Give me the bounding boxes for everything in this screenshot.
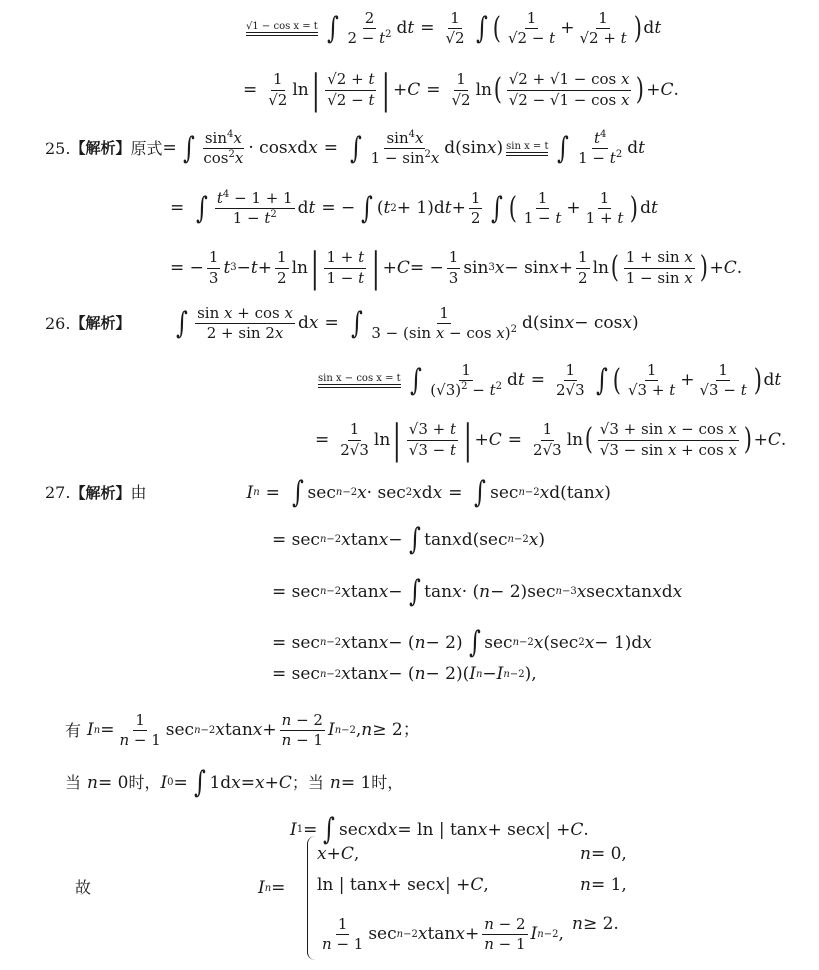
problem-27-line-5: = sec n−2 x tan x − ( n − 2)( I n − I n−2 ),	[272, 664, 537, 684]
problem-25-line-3: = − $\frac{1}{3}$ t 3 − t + $\frac{1}{2}$ ln | $\frac{1 + t}{1 - t}$ | + C = − $\frac{1}{3}$ sin 3 x − sin x + $\frac{1}{2}$ ln ( $\frac{\text{1 + sin x}}{\text{1 − sin x}}$ ) + C .	[170, 245, 743, 291]
gu-label: 故	[75, 878, 92, 897]
problem-27-line-3: = sec n−2 x tan x − ∫ tan x · ( n − 2)sec n−3 x sec x tan x d x	[272, 574, 683, 609]
item-number: 27.	[45, 483, 71, 502]
problem-26-line-2: sin x − cos x = t ∫ $\frac{1}{(√3)^2 - t^2}$ d t = $\frac{1}{2√3}$ ∫ ( $\frac{1}{√3 + t}$ + $\frac{1}{√3 - t}$ ) d t	[318, 361, 782, 400]
problem-26-line-1: 26. 【解析】 ∫ $\frac{\text{sin x + cos x}}{2 + \sin 2x}$ d x = ∫ $\frac{1}{3 - (\sin x - \cos x)^2}$ d(sin x − cos x )	[45, 304, 639, 343]
item-label: 【解析】	[70, 314, 131, 333]
problem-27-line-8: I 1 = ∫ sec x d x = ln | tan x + sec x | + C .	[290, 812, 589, 847]
problem-27-line-4: = sec n−2 x tan x − ( n − 2) ∫ sec n−2 x (sec 2 x − 1)d x	[272, 625, 652, 660]
problem-25-line-2: = ∫ $\frac{t^4 - 1 + 1}{1 - t^2}$ d t = − ∫ ( t 2 + 1)d t + $\frac{1}{2}$ ∫ ( $\frac{1}{1 - t}$ + $\frac{1}{1 + t}$ ) d t	[170, 189, 658, 228]
problem-27-line-7: 当 n = 0 时， I 0 = ∫ 1d x = x + C ；当 n = 1 时，	[65, 765, 404, 800]
item-number: 25.	[45, 138, 71, 158]
piecewise-case-1: ln | tan x + sec x | + C ,	[317, 875, 489, 895]
piecewise-lhs: I n =	[258, 878, 286, 898]
piecewise-cond-0: n = 0,	[580, 844, 627, 864]
piecewise-cond-1: n = 1,	[580, 875, 627, 895]
piecewise-case-0: x + C ,	[317, 844, 360, 864]
substitution-26: sin x − cos x = t	[318, 373, 401, 388]
problem-26-line-3: = $\frac{1}{2√3}$ ln | $\frac{√3 + t}{√3 - t}$ | + C = $\frac{1}{2√3}$ ln ( $\frac{\text{√3 + sin x − cos x}}{\text{√3 − sin x + cos x}}$ ) + C .	[315, 417, 787, 463]
substitution-25: sin x = t	[506, 141, 548, 156]
eq-24-line-2: = $\frac{1}{√2}$ ln | $\frac{√2 + t}{√2 - t}$ | + C = $\frac{1}{√2}$ ln ( $\frac{\text{√2 + √1 − cos x}}{\text{√2 − √1 − cos x}}$ ) + C .	[243, 67, 679, 113]
problem-27-line-6: 有 I n = $\frac{1}{n - 1}$ sec n−2 x tan x + $\frac{n - 2}{n - 1}$ I n−2 , n ≥ 2；	[65, 711, 420, 750]
eq-24-line-1: √1 − cos x = t ∫ $\frac{2}{2 - t^2}$ d t = $\frac{1}{√2}$ ∫ ( $\frac{1}{√2 - t}$ + $\frac{1}{√2 + t}$ ) d t	[246, 9, 662, 48]
piecewise-case-2: $\frac{1}{n - 1}$ sec n−2 x tan x + $\frac{n - 2}{n - 1}$ I n−2 ,	[322, 915, 564, 954]
problem-27-line-1: 27. 【解析】 由 I n = ∫ sec n−2 x · sec 2 x d x = ∫ sec n−2 x d(tan x )	[45, 475, 611, 510]
problem-27-line-2: = sec n−2 x tan x − ∫ tan x d(sec n−2 x )	[272, 522, 545, 557]
problem-25-line-1: 25. 【解析】 原式 = ∫ $\frac{\sin^4x}{\cos^2x}$ · cos x d x = ∫ $\frac{\sin^4x}{1 - \sin^2x}$ d(sin x ) sin x = t ∫ $\frac{t^4}{1 - t^2}$ d t	[45, 129, 645, 168]
item-label: 【解析】	[70, 483, 131, 502]
substitution-24: √1 − cos x = t	[246, 21, 318, 36]
item-number: 26.	[45, 313, 71, 333]
piecewise-brace	[307, 836, 316, 960]
piecewise-cond-2: n ≥ 2.	[572, 914, 619, 934]
item-label: 【解析】	[70, 139, 131, 158]
